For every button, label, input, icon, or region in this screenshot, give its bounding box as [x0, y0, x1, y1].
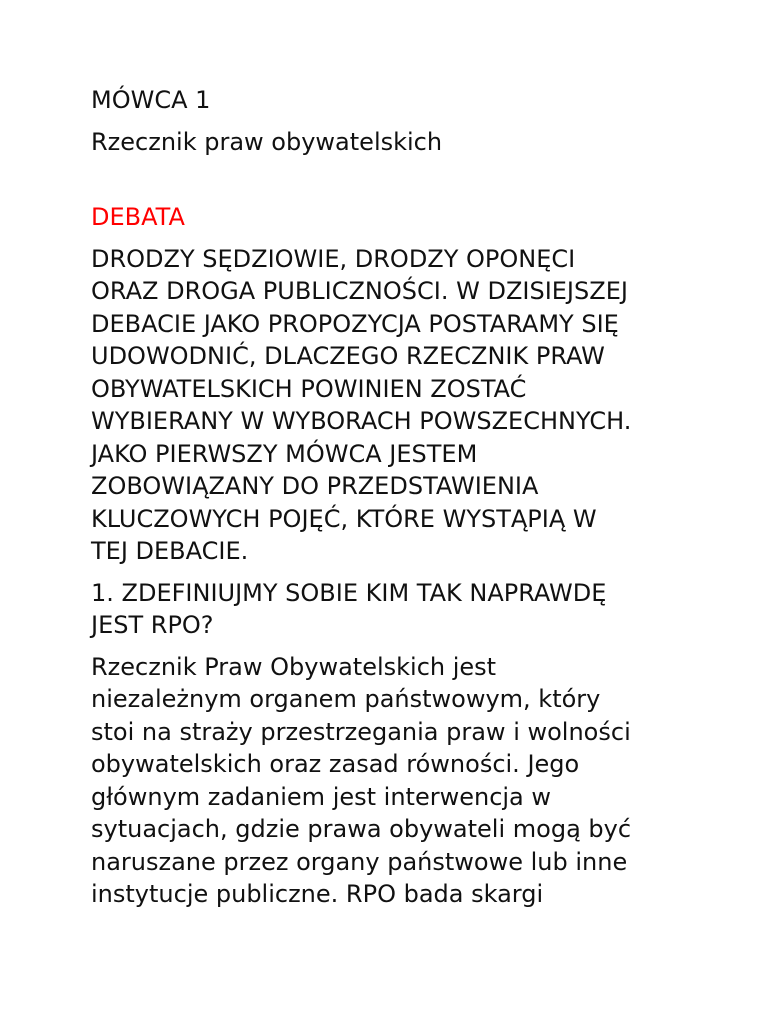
text-line: ZOBOWIĄZANY DO PRZEDSTAWIENIA: [91, 472, 539, 500]
text-line: sytuacjach, gdzie prawa obywateli mogą być: [91, 815, 632, 843]
question-paragraph: [91, 577, 691, 642]
text-line: niezależnym organem państwowym, który: [91, 685, 601, 713]
definition-paragraph: [91, 651, 691, 911]
text-line: naruszane przez organy państwowe lub inne: [91, 847, 628, 876]
text-line: DEBACIE JAKO PROPOZYCJA POSTARAMY SIĘ: [91, 309, 619, 338]
text-line: OBYWATELSKICH POWINIEN ZOSTAĆ: [91, 374, 527, 403]
text-line: stoi na straży przestrzegania praw i wolności: [91, 717, 631, 746]
intro-paragraph: [91, 243, 691, 568]
text-line: Rzecznik Praw Obywatelskich jest: [91, 652, 497, 681]
text-line: JEST RPO?: [91, 611, 214, 639]
debate-topic: Rzecznik praw obywatelskich: [91, 127, 443, 156]
text-line: UDOWODNIĆ, DLACZEGO RZECZNIK PRAW: [91, 342, 605, 370]
document-body: [91, 84, 691, 920]
blank-line: [91, 167, 691, 201]
speaker-label: MÓWCA 1: [91, 86, 211, 114]
text-line: obywatelskich oraz zasad równości. Jego: [91, 750, 580, 778]
text-line: ORAZ DROGA PUBLICZNOŚCI. W DZISIEJSZEJ: [91, 277, 628, 305]
text-line: WYBIERANY W WYBORACH POWSZECHNYCH.: [91, 407, 632, 435]
section-heading: DEBATA: [91, 203, 185, 231]
text-line: TEJ DEBACIE.: [91, 537, 249, 565]
text-line: 1. ZDEFINIUJMY SOBIE KIM TAK NAPRAWDĘ: [91, 578, 607, 607]
text-line: instytucje publiczne. RPO bada skargi: [91, 880, 544, 908]
text-line: głównym zadaniem jest interwencja w: [91, 782, 552, 811]
text-line: DRODZY SĘDZIOWIE, DRODZY OPONĘCI: [91, 244, 576, 273]
text-line: JAKO PIERWSZY MÓWCA JESTEM: [91, 439, 478, 468]
text-line: KLUCZOWYCH POJĘĆ, KTÓRE WYSTĄPIĄ W: [91, 504, 597, 533]
